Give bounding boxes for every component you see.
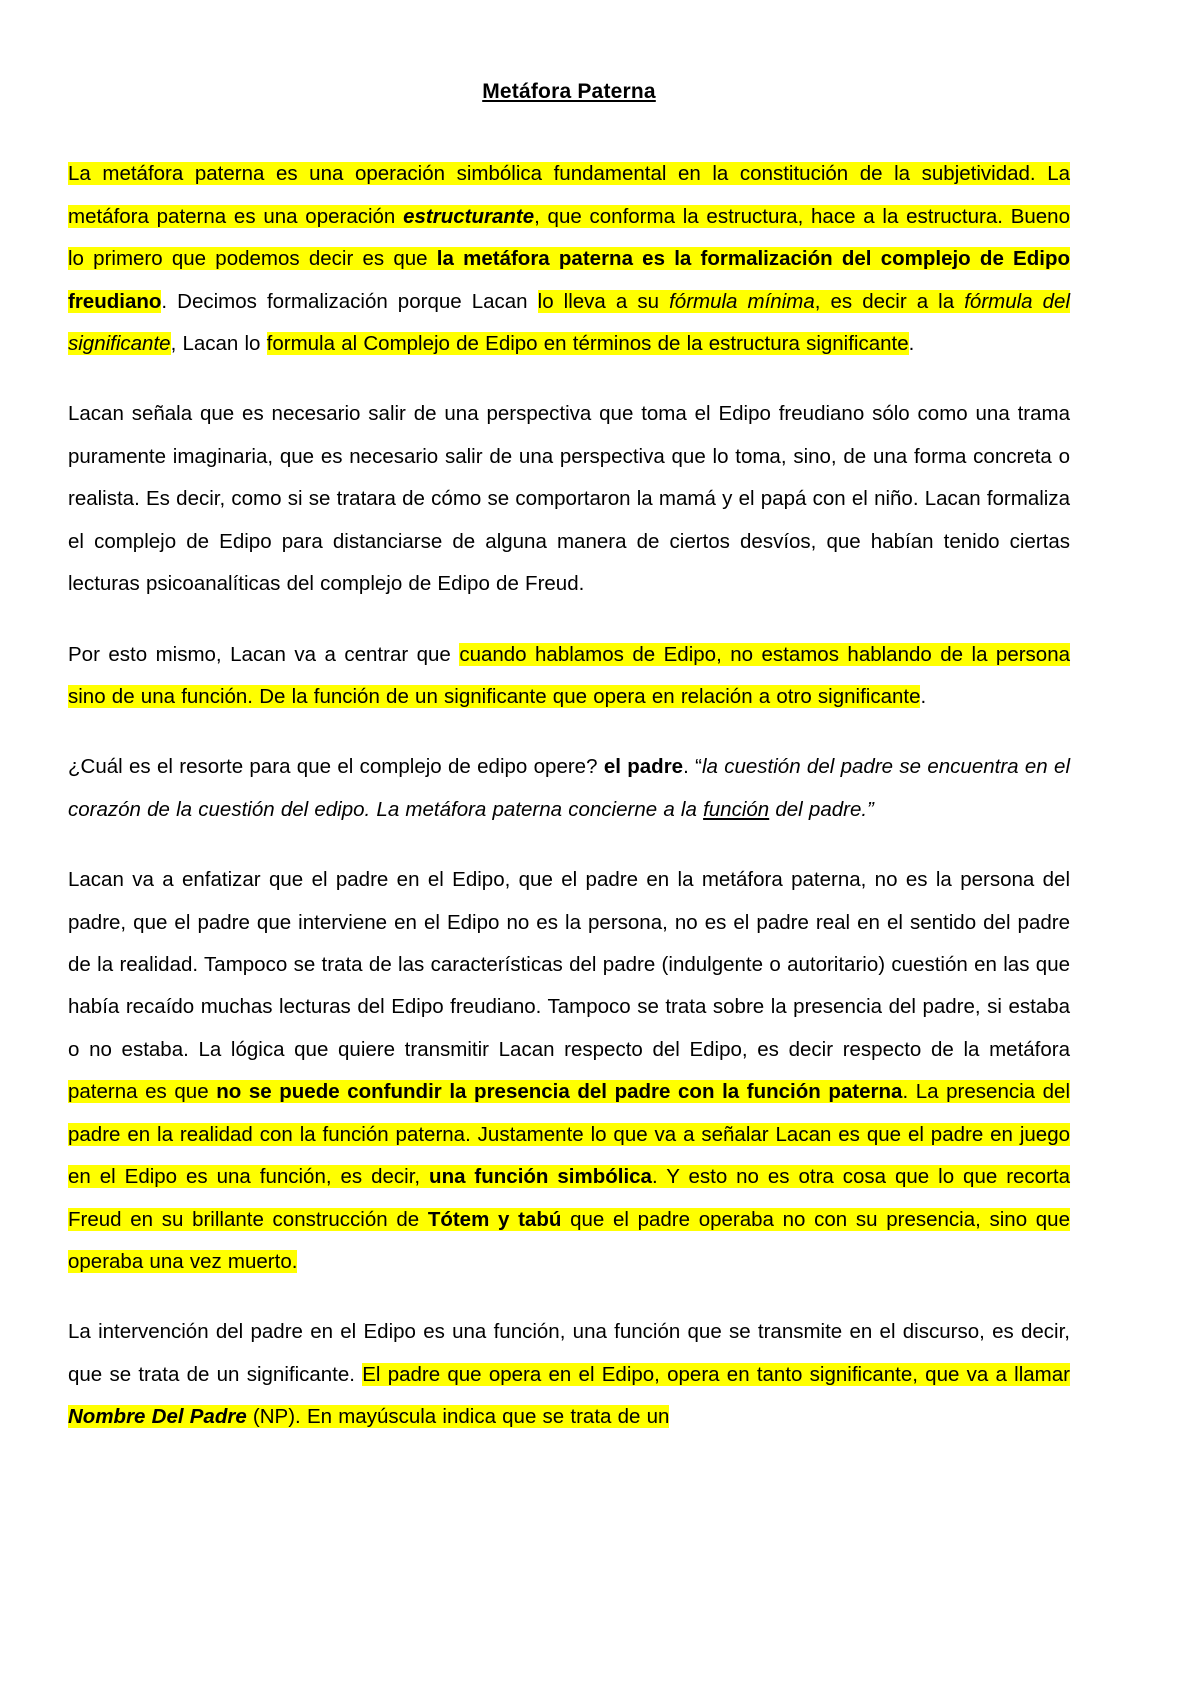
p3-text-1: Por esto mismo, Lacan va a centrar que: [68, 642, 460, 666]
p1-italic-formula-minima: fórmula mínima: [669, 289, 815, 313]
p1-text-12: .: [908, 331, 915, 355]
p1-highlight-run-3: formula al Complejo de Edipo en términos de la estructura significante: [266, 331, 909, 355]
page-title: Metáfora Paterna: [482, 80, 656, 103]
p5-text-2: paterna es que: [68, 1080, 217, 1104]
p4-text-1: ¿Cuál es el resorte para que el complejo de edipo opere?: [68, 755, 604, 779]
paragraph-1: [68, 153, 1070, 365]
p1-text-1: La metáfora paterna es una operación simbólica fundamental en la constitución de la subjetividad. La metáfora paterna es una operación: [68, 162, 1070, 228]
paragraph-2: [68, 393, 1070, 605]
p6-emphasis-nombre-del-padre: Nombre Del Padre: [68, 1405, 247, 1429]
p1-bold-formalizacion: la metáfora paterna es la formalización del complejo de Edipo freudiano: [68, 247, 1070, 313]
p1-emphasis-estructurante: estructurante: [403, 204, 535, 228]
p5-text-6: . Y esto no es otra cosa que lo que recorta Freud en su brillante construcción de: [68, 1165, 1070, 1231]
p3-text-3: .: [920, 684, 927, 708]
p5-bold-funcion-simbolica: una función simbólica: [429, 1165, 652, 1189]
paragraph-4: [68, 746, 1070, 831]
p1-text-5: . Decimos formalización porque Lacan: [161, 289, 538, 313]
p4-bold-el-padre: el padre: [603, 755, 684, 779]
paragraph-5: [68, 859, 1070, 1283]
p1-text-10: , Lacan lo: [170, 331, 267, 355]
p4-underline-funcion: función: [703, 797, 770, 821]
p5-text-4: . La presencia del padre en la realidad con la función paterna. Justamente lo que va a señalar Lacan es que el padre en juego en el Edipo es una función, es decir,: [68, 1080, 1071, 1189]
p5-text-8: que el padre operaba no con su presencia, sino que operaba una vez muerto.: [68, 1207, 1070, 1273]
p4-quote-italic-end: del padre.”: [769, 797, 874, 821]
p5-highlight-run-1: [68, 1080, 1070, 1273]
p5-text-1: Lacan va a enfatizar que el padre en el Edipo, que el padre en la metáfora paterna, no es la persona del padre, que el padre que interviene en el Edipo no es la persona, no es el padre real en el sentido del padre de la realidad. Tampoco se trata de las características del padre (indulgente o autoritario) cuestión en las que había recaído muchas lecturas del Edipo freudiano. Tampoco se trata sobre la presencia del padre, si estaba o no estaba. La lógica que quiere transmitir Lacan respecto del Edipo, es decir respecto de la metáfora: [68, 868, 1070, 1061]
p2-text-1: Lacan señala que es necesario salir de una perspectiva que toma el Edipo freudiano sólo como una trama puramente imaginaria, que es necesario salir de una perspectiva que lo toma, sino, de una forma concreta o realista. Es decir, como si se tratara de cómo se comportaron la mamá y el papá con el niño. Lacan formaliza el complejo de Edipo para distanciarse de alguna manera de ciertos desvíos, que habían tenido ciertas lecturas psicoanalíticas del complejo de Edipo de Freud.: [68, 402, 1070, 596]
p5-bold-no-se-puede-confundir: no se puede confundir la presencia del padre con la función paterna: [216, 1080, 903, 1104]
p1-text-6: lo lleva a su: [537, 289, 670, 313]
paragraph-3: [68, 634, 1070, 719]
p5-bold-totem-y-tabu: Tótem y tabú: [427, 1207, 562, 1231]
p3-highlight-run-1: cuando hablamos de Edipo, no estamos hablando de la persona sino de una función. De la función de un significante que opera en relación a otro significante: [68, 642, 1071, 708]
p4-text-3: . “: [683, 755, 702, 779]
p6-text-4: (NP). En mayúscula indica que se trata de un: [246, 1405, 670, 1429]
p6-text-1: La intervención del padre en el Edipo es una función, una función que se transmite en el discurso, es decir, que se trata de un significante.: [68, 1320, 1070, 1386]
paragraph-6: [68, 1311, 1070, 1438]
p1-italic-formula-significante: fórmula del significante: [68, 289, 1070, 355]
p1-text-8: , es decir a la: [814, 289, 965, 313]
p4-quote-italic: la cuestión del padre se encuentra en el corazón de la cuestión del edipo. La metáfora paterna concierne a la: [68, 755, 1070, 821]
p1-text-3: , que conforma la estructura, hace a la estructura. Bueno lo primero que podemos decir es que: [68, 204, 1070, 271]
p6-text-2: El padre que opera en el Edipo, opera en tanto significante, que va a llamar: [362, 1362, 1070, 1386]
